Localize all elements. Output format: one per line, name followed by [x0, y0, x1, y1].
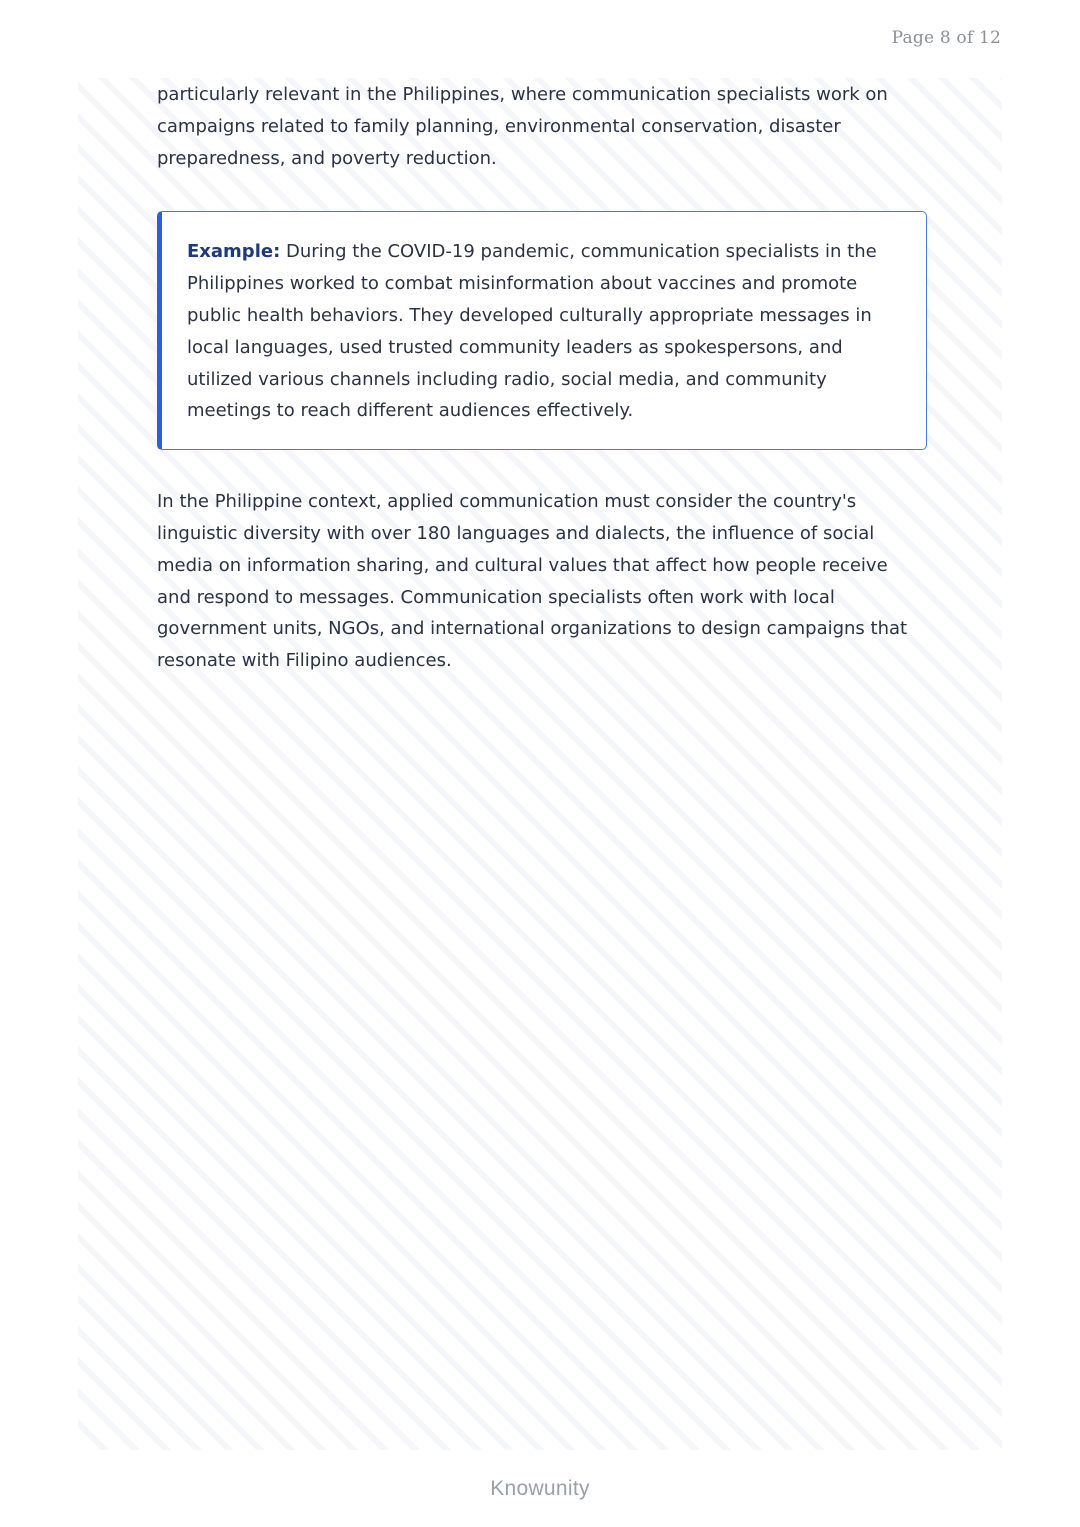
context-paragraph: In the Philippine context, applied communication must consider the country's linguistic diversity with over 180 languages and dialects, the influence of social media on information sharing, and cultural values that affect how people receive and respond to messages. Communication specialists often work with local government units, NGOs, and international organizations to design campaigns that resonate with Filipino audiences. [157, 491, 908, 672]
example-callout [157, 211, 927, 450]
footer-brand-logo: Knowunity [490, 1477, 590, 1500]
example-paragraph [187, 236, 902, 427]
example-text: During the COVID-19 pandemic, communication specialists in the Philippines worked to combat misinformation about vaccines and promote public health behaviors. They developed culturally appropriate messages in local languages, used trusted community leaders as spokespersons, and utilized various channels including radio, social media, and community meetings to reach different audiences effectively. [187, 241, 877, 422]
example-label: Example: [187, 241, 281, 263]
intro-paragraph: particularly relevant in the Philippines, where communication specialists work on campaigns related to family planning, environmental conservation, disaster preparedness, and poverty reduction. [157, 84, 888, 169]
page-number: Page 8 of 12 [891, 28, 1001, 48]
page-content [157, 79, 927, 677]
